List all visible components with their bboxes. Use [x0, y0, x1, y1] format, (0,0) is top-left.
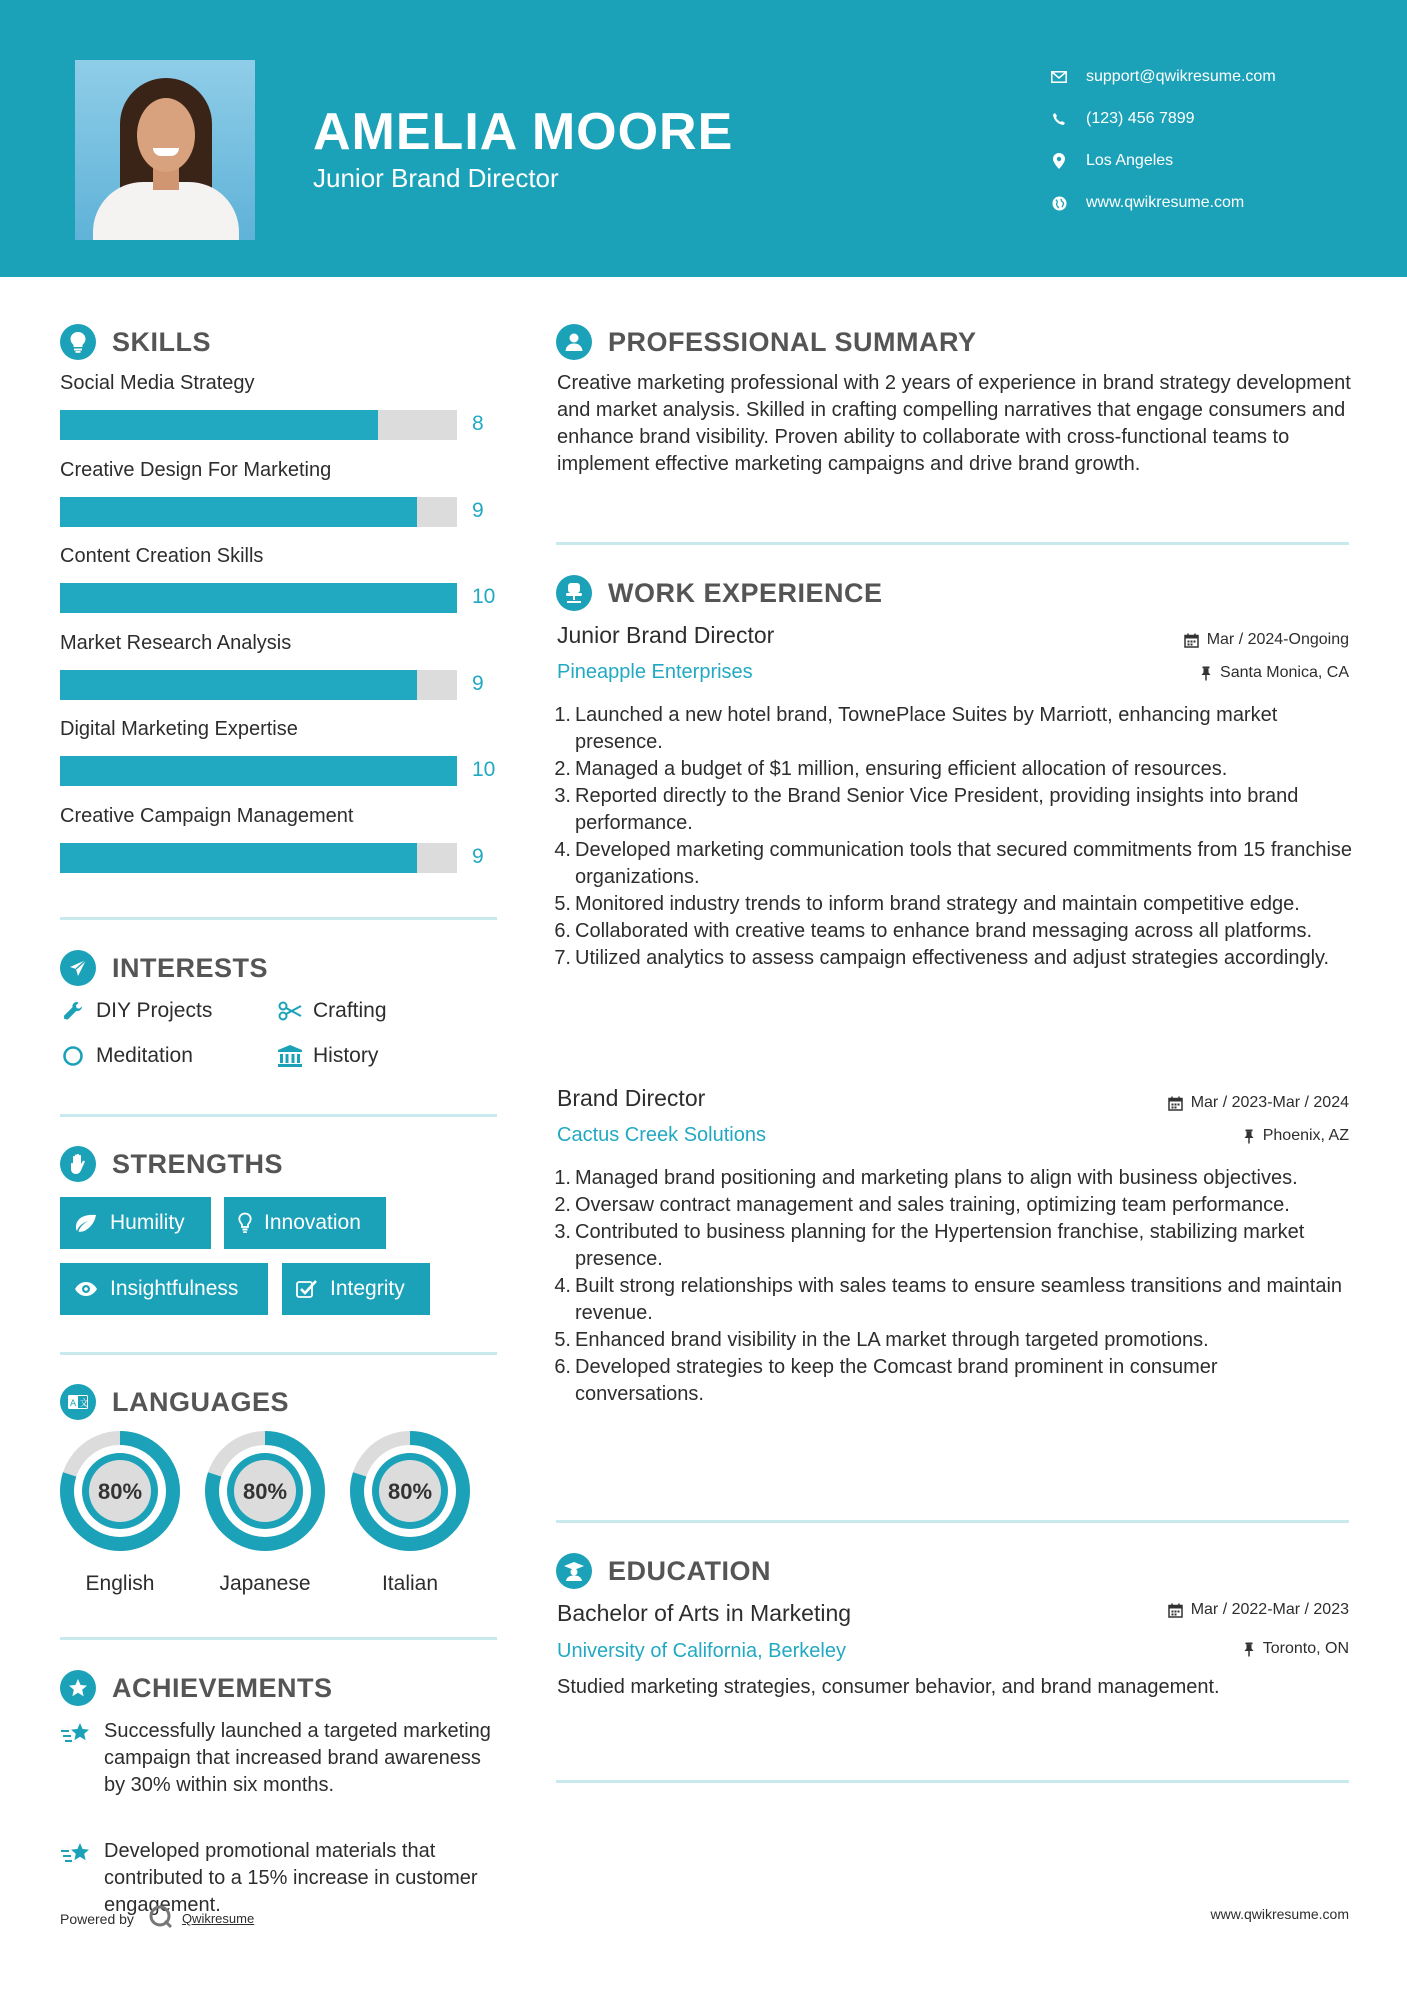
list-item: 6. Developed strategies to keep the Comcast brand prominent in consumer conversations.	[554, 1356, 1218, 1405]
skill-value: 10	[472, 585, 496, 608]
skills-heading: SKILLS	[60, 324, 211, 360]
scissors-icon	[277, 998, 303, 1024]
education-location: Toronto, ON	[1243, 1640, 1349, 1658]
phone-icon	[1050, 110, 1068, 128]
contact-email-text: support@qwikresume.com	[1086, 68, 1276, 85]
language-percent: 80%	[242, 1479, 288, 1504]
education-heading: EDUCATION	[556, 1553, 771, 1589]
lightbulb-icon	[60, 324, 96, 360]
skill-value: 9	[472, 845, 484, 868]
skill-value: 8	[472, 412, 484, 435]
skill-bar-fill	[60, 670, 417, 700]
candidate-name: AMELIA MOORE	[313, 103, 734, 161]
list-item: 5. Monitored industry trends to inform brand strategy and maintain competitive edge.	[554, 893, 1300, 915]
skill-value: 9	[472, 499, 484, 522]
skill-bar-fill	[60, 410, 378, 440]
list-item: 3. Reported directly to the Brand Senior Vice President, providing insights into brand performance.	[554, 785, 1299, 834]
skill-bar	[60, 583, 457, 613]
experience-heading: WORK EXPERIENCE	[556, 575, 883, 611]
user-icon	[556, 324, 592, 360]
resume-header	[0, 0, 1407, 277]
interest-item: Meditation	[60, 1043, 193, 1069]
contact-location	[1050, 140, 1276, 182]
language-percent: 80%	[97, 1479, 143, 1504]
school-name: University of California, Berkeley	[557, 1640, 846, 1662]
section-divider	[556, 1520, 1349, 1523]
company-name: Cactus Creek Solutions	[557, 1124, 766, 1146]
list-item: 2. Oversaw contract management and sales training, optimizing team performance.	[554, 1194, 1290, 1216]
calendar-icon	[1168, 1096, 1183, 1111]
skill-item	[60, 718, 500, 781]
list-item: 4. Built strong relationships with sales teams to ensure seamless transitions and maintain revenue.	[554, 1275, 1343, 1324]
language-donut	[348, 1429, 472, 1553]
circle-icon	[60, 1043, 86, 1069]
job-title: Junior Brand Director	[557, 622, 775, 648]
interest-item: Crafting	[277, 998, 387, 1024]
paper-plane-icon	[60, 950, 96, 986]
skill-bar	[60, 497, 457, 527]
summary-text: Creative marketing professional with 2 years of experience in brand strategy development and market analysis. Skilled in crafting compelling narratives that engage consumers and enhance brand visibility. Proven ability to collaborate with cross-functional teams to implement effective marketing campaigns and drive brand growth.	[557, 372, 1351, 475]
language-name: Japanese	[219, 1572, 311, 1595]
contact-list	[1050, 56, 1276, 224]
achievements-heading: ACHIEVEMENTS	[60, 1670, 333, 1706]
language-item	[58, 1429, 182, 1596]
svg-text:文: 文	[79, 1399, 89, 1409]
lightbulb-icon	[238, 1212, 252, 1234]
interest-item: History	[277, 1043, 378, 1069]
section-divider	[60, 1352, 497, 1355]
section-divider	[60, 917, 497, 920]
skill-item	[60, 459, 500, 522]
strength-badge: Integrity	[282, 1263, 430, 1315]
candidate-title: Junior Brand Director	[313, 163, 559, 193]
skill-item	[60, 805, 500, 868]
pushpin-icon	[1243, 1642, 1255, 1657]
skill-value: 10	[472, 758, 496, 781]
language-donut	[58, 1429, 182, 1553]
contact-website[interactable]	[1050, 182, 1276, 224]
skill-bar-fill	[60, 756, 457, 786]
language-name: Italian	[381, 1572, 439, 1595]
check-square-icon	[296, 1279, 318, 1299]
list-item: 5. Enhanced brand visibility in the LA market through targeted promotions.	[554, 1329, 1209, 1351]
achievement-item: Developed promotional materials that contributed to a 15% increase in customer engagement.	[60, 1838, 500, 1919]
shooting-star-icon	[60, 1718, 94, 1799]
strength-badge: Humility	[60, 1197, 211, 1249]
location-icon	[1050, 152, 1068, 170]
powered-by: Powered by Qwikresume	[60, 1904, 254, 1933]
list-item: 2. Managed a budget of $1 million, ensuring efficient allocation of resources.	[554, 758, 1228, 780]
contact-email[interactable]	[1050, 56, 1276, 98]
skill-bar-fill	[60, 497, 417, 527]
job-dates: Mar / 2023-Mar / 2024	[1168, 1094, 1349, 1112]
pushpin-icon	[1243, 1129, 1255, 1144]
summary-heading: PROFESSIONAL SUMMARY	[556, 324, 977, 360]
job-bullets	[552, 1165, 1352, 1408]
education-description: Studied marketing strategies, consumer behavior, and brand management.	[557, 1676, 1220, 1698]
svg-text:A: A	[70, 1399, 77, 1409]
eye-icon	[74, 1281, 98, 1297]
section-divider	[556, 1780, 1349, 1783]
star-badge-icon	[60, 1670, 96, 1706]
skill-label: Digital Marketing Expertise	[60, 718, 298, 740]
skill-item	[60, 372, 500, 435]
skill-label: Creative Design For Marketing	[60, 459, 332, 481]
skill-bar-fill	[60, 843, 417, 873]
strength-badge: Insightfulness	[60, 1263, 268, 1315]
skill-bar	[60, 670, 457, 700]
language-icon	[60, 1384, 96, 1420]
education-dates: Mar / 2022-Mar / 2023	[1168, 1601, 1349, 1619]
degree-title: Bachelor of Arts in Marketing	[557, 1600, 852, 1626]
interest-item: DIY Projects	[60, 998, 212, 1024]
contact-website-text: www.qwikresume.com	[1086, 194, 1245, 211]
globe-icon	[1050, 194, 1068, 212]
interests-heading: INTERESTS	[60, 950, 268, 986]
skill-label: Creative Campaign Management	[60, 805, 354, 827]
list-item: 6. Collaborated with creative teams to enhance brand messaging across all platforms.	[554, 920, 1313, 942]
skill-label: Content Creation Skills	[60, 545, 264, 567]
company-name: Pineapple Enterprises	[557, 661, 753, 683]
profile-photo	[75, 60, 255, 240]
leaf-icon	[74, 1213, 98, 1233]
contact-phone[interactable]	[1050, 98, 1276, 140]
museum-icon	[277, 1043, 303, 1069]
calendar-icon	[1168, 1603, 1183, 1618]
calendar-icon	[1184, 633, 1199, 648]
skill-item	[60, 545, 500, 608]
contact-location-text: Los Angeles	[1086, 152, 1174, 169]
contact-phone-text: (123) 456 7899	[1086, 110, 1195, 127]
job-dates: Mar / 2024-Ongoing	[1184, 631, 1349, 649]
hand-icon	[60, 1146, 96, 1182]
list-item: 4. Developed marketing communication tools that secured commitments from 15 franchise organizations.	[554, 839, 1353, 888]
language-donut	[203, 1429, 327, 1553]
qwikresume-link[interactable]: Qwikresume	[181, 1911, 255, 1926]
mail-icon	[1050, 68, 1068, 86]
section-divider	[60, 1114, 497, 1117]
languages-heading: A 文 LANGUAGES	[60, 1384, 289, 1420]
skill-value: 9	[472, 672, 484, 695]
language-percent: 80%	[387, 1479, 433, 1504]
achievement-item: Successfully launched a targeted marketing campaign that increased brand awareness by 30% within six months.	[60, 1718, 500, 1799]
list-item: 1. Managed brand positioning and marketing plans to align with business objectives.	[554, 1167, 1298, 1189]
job-title: Brand Director	[557, 1085, 706, 1111]
job-bullets	[552, 702, 1352, 972]
pushpin-icon	[1200, 666, 1212, 681]
section-divider	[556, 542, 1349, 545]
skill-bar-fill	[60, 583, 457, 613]
skill-bar	[60, 410, 457, 440]
language-name: English	[85, 1572, 155, 1595]
qwikresume-logo-icon	[148, 1904, 174, 1933]
list-item: 3. Contributed to business planning for the Hypertension franchise, stabilizing market presence.	[554, 1221, 1305, 1270]
section-divider	[60, 1637, 497, 1640]
list-item: 1. Launched a new hotel brand, TownePlace Suites by Marriott, enhancing market presence.	[554, 704, 1278, 753]
language-item	[348, 1429, 472, 1596]
graduate-icon	[556, 1553, 592, 1589]
strengths-heading: STRENGTHS	[60, 1146, 283, 1182]
language-item	[203, 1429, 327, 1596]
skill-item	[60, 632, 500, 695]
skill-bar	[60, 843, 457, 873]
strength-badge: Innovation	[224, 1197, 386, 1249]
wrench-icon	[60, 998, 86, 1024]
skill-label: Market Research Analysis	[60, 632, 292, 654]
job-location: Santa Monica, CA	[1200, 664, 1349, 682]
list-item: 7. Utilized analytics to assess campaign effectiveness and adjust strategies accordingly.	[554, 947, 1330, 969]
office-chair-icon	[556, 575, 592, 611]
job-location: Phoenix, AZ	[1243, 1127, 1349, 1145]
skill-bar	[60, 756, 457, 786]
skill-label: Social Media Strategy	[60, 372, 255, 394]
footer-website[interactable]: www.qwikresume.com	[1210, 1906, 1349, 1922]
